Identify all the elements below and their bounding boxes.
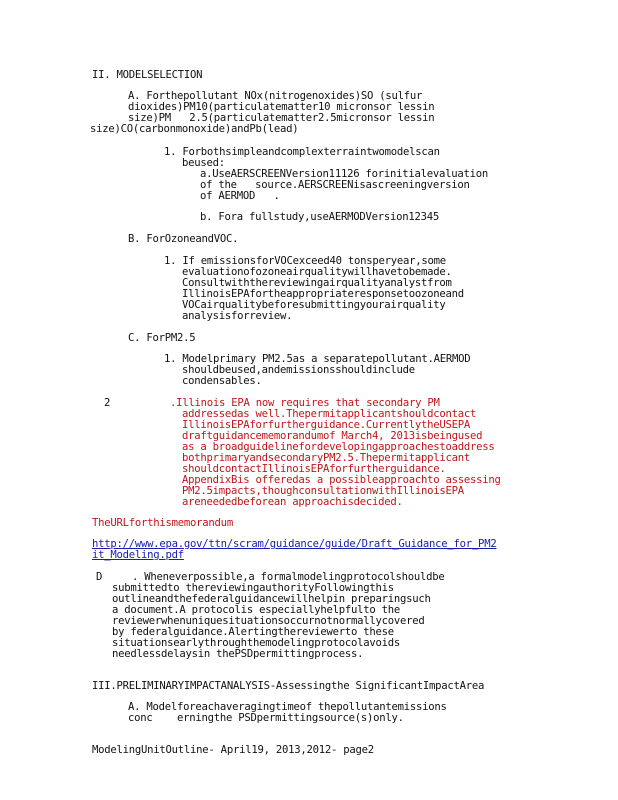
section-2c-line-1: 1. Modelprimary PM2.5as a separatepollutant.AERMOD — [164, 353, 471, 365]
memo-url-link-line-2[interactable]: it_Modeling.pdf — [92, 549, 184, 561]
section-2a1-line-2: beused: — [182, 157, 225, 169]
section-2a-line-3: size)PM 2.5(particulatematter2.5micronsor lessin — [128, 112, 435, 124]
section-2a-line-1: A. Forthepollutant NOx(nitrogenoxides)SO (sulfur — [128, 90, 423, 102]
page-footer: ModelingUnitOutline- April19, 2013,2012- page2 — [92, 744, 374, 756]
section-d-line-1: . Wheneverpossible,a formalmodelingprotocolshouldbe — [132, 571, 445, 583]
section-2c2-line-4: draftguidancememorandumof March4, 2013isbeingused — [182, 430, 483, 442]
memo-url-link-line-1[interactable]: http://www.epa.gov/ttn/scram/guidance/guide/Draft_Guidance_for_PM2 — [92, 538, 497, 550]
section-d-line-8: needlessdelaysin thePSDpermittingprocess. — [112, 648, 364, 660]
section-2c2-number: 2 — [104, 397, 111, 409]
section-2b-line-3: Consultwiththereviewingairqualityanalystfrom — [182, 277, 452, 289]
section-d-line-6: by federalguidance.Alertingthereviewerto these — [112, 626, 394, 638]
section-2a1b-line: b. Fora fullstudy,useAERMODVersion12345 — [200, 211, 439, 223]
section-2c-heading: C. ForPM2.5 — [128, 332, 196, 344]
section-2c2-line-3: IllinoisEPAforfurtherguidance.CurrentlytheUSEPA — [182, 419, 471, 431]
section-2a-line-2: dioxides)PM10(particulatematter10 micronsor lessin — [128, 101, 435, 113]
section-3a-line-2: conc erningthe PSDpermittingsource(s)only. — [128, 712, 404, 724]
section-2a1a-line-1: a.UseAERSCREENVersion11126 forinitialevaluation — [200, 168, 489, 180]
section-2b-line-4: IllinoisEPAfortheappropriateresponsetoozoneand — [182, 288, 464, 300]
section-2b-line-6: analysisforreview. — [182, 310, 293, 322]
section-d-line-2: submittedto thereviewingauthorityFollowingthis — [112, 582, 394, 594]
section-2-heading: II. MODELSELECTION — [92, 69, 203, 81]
section-2b-line-1: 1. If emissionsforVOCexceed40 tonsperyear,some — [164, 255, 446, 267]
section-d-line-5: reviewerwhenuniquesituationsoccurnotnormallycovered — [112, 615, 425, 627]
section-2b-heading: B. ForOzoneandVOC. — [128, 233, 239, 245]
section-2c2-line-1: .Illinois EPA now requires that secondary PM — [170, 397, 440, 409]
section-d-line-4: a document.A protocolis especiallyhelpfulto the — [112, 604, 401, 616]
section-2c2-line-10: areneededbeforean approachisdecided. — [182, 496, 403, 508]
section-2b-line-2: evaluationofozoneairqualitywillhavetobemade. — [182, 266, 452, 278]
section-2c2-line-6: bothprimaryandsecondaryPM2.5.Thepermitapplicant — [182, 452, 471, 464]
section-d-line-7: situationsearlythroughthemodelingprotocolavoids — [112, 637, 401, 649]
section-2c-line-2: shouldbeused,andemissionsshouldinclude — [182, 364, 415, 376]
section-2a1a-line-3: of AERMOD . — [200, 190, 280, 202]
url-label: TheURLforthismemorandum — [92, 517, 233, 529]
section-2b-line-5: VOCairqualitybeforesubmittingyourairquality — [182, 299, 446, 311]
section-2c2-line-7: shouldcontactIllinoisEPAforfurtherguidance. — [182, 463, 446, 475]
section-3-heading: III.PRELIMINARYIMPACTANALYSIS-Assessingthe SignificantImpactArea — [92, 680, 485, 692]
section-2a1-line-1: 1. Forbothsimpleandcomplexterraintwomodelscan — [164, 146, 440, 158]
section-2c-line-3: condensables. — [182, 375, 262, 387]
section-2a1a-line-2: of the source.AERSCREENisascreeningversion — [200, 179, 470, 191]
section-2c2-line-9: PM2.5impacts,thoughconsultationwithIllinoisEPA — [182, 485, 464, 497]
section-2a-line-4: size)CO(carbonmonoxide)andPb(lead) — [90, 123, 299, 135]
section-d-letter: D — [96, 571, 103, 583]
section-3a-line-1: A. Modelforeachaveragingtimeof thepollutantemissions — [128, 701, 447, 713]
section-2c2-line-2: addressedas well.Thepermitapplicantshouldcontact — [182, 408, 477, 420]
section-2c2-line-8: AppendixBis offeredas a possibleapproachto assessing — [182, 474, 501, 486]
section-2c2-line-5: as a broadguidelinefordevelopingapproachestoaddress — [182, 441, 495, 453]
section-d-line-3: outlineandthefederalguidancewillhelpin preparingsuch — [112, 593, 431, 605]
